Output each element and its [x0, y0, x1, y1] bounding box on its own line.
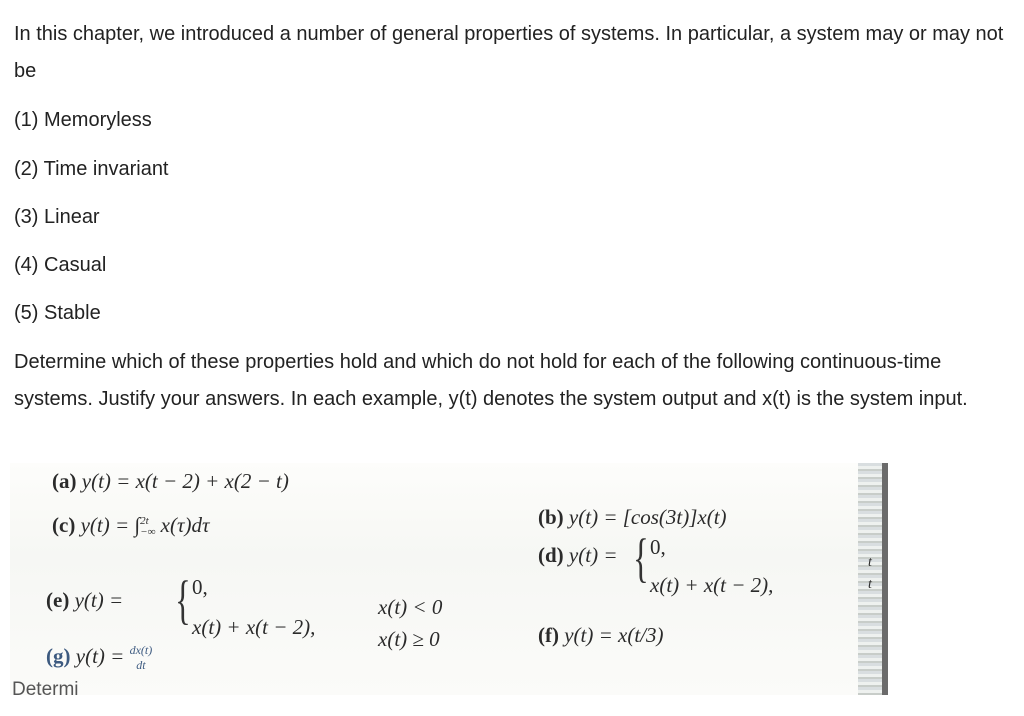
- equation-a: [52, 469, 289, 494]
- equation-label: (b): [538, 505, 564, 529]
- cut-off-text: Determi: [12, 679, 79, 695]
- property-item: (5) Stable: [14, 302, 101, 324]
- equation-expr: y(t) = ∫: [80, 513, 141, 537]
- equation-expr: y(t) = [cos(3t)]x(t): [568, 505, 727, 529]
- equation-label: (c): [52, 513, 76, 537]
- equation-expr: x(τ)dτ: [160, 513, 210, 537]
- equation-expr: y(t) =: [568, 543, 618, 567]
- equation-d-cond1: t: [868, 555, 872, 570]
- instructions-text: Determine which of these properties hold and which do not hold for each of the following continuous-time systems. Justify your answers. In each example, y(t) denotes the system output and x(t) is the system input.: [14, 351, 968, 410]
- scanned-equations-image: [10, 463, 888, 695]
- equation-d-case1: 0,: [650, 535, 666, 559]
- equation-label: (e): [46, 588, 70, 612]
- equation-label: (a): [52, 469, 77, 493]
- equation-f: [538, 623, 664, 648]
- equation-expr: y(t) =: [75, 643, 125, 668]
- equation-label: (f): [538, 623, 559, 647]
- derivative-fraction: [130, 643, 153, 673]
- integral-lower: −∞: [140, 526, 156, 539]
- equation-expr: y(t) =: [74, 588, 124, 612]
- equation-g: [46, 643, 152, 673]
- equation-label: (d): [538, 543, 564, 567]
- fraction-denominator: dt: [136, 658, 146, 672]
- brace-d: {: [633, 528, 649, 588]
- equation-expr: y(t) = x(t − 2) + x(2 − t): [81, 469, 289, 493]
- equation-e: [46, 588, 123, 613]
- equation-d: [538, 543, 617, 568]
- brace-e: {: [175, 570, 191, 630]
- equation-label: (g): [46, 643, 71, 668]
- equation-e-cond1: x(t) < 0: [378, 595, 443, 619]
- scan-edge-shadow: [882, 463, 888, 695]
- equation-e-cond2: x(t) ≥ 0: [378, 627, 440, 651]
- equation-e-case1: 0,: [192, 575, 208, 599]
- property-item: (4) Casual: [14, 254, 107, 276]
- equation-expr: y(t) = x(t/3): [564, 623, 664, 647]
- property-item: (2) Time invariant: [14, 158, 169, 180]
- intro-text: In this chapter, we introduced a number of general properties of systems. In particular, a system may or may not be: [14, 23, 1004, 82]
- fraction-numerator: dx(t): [129, 643, 153, 657]
- property-item: (3) Linear: [14, 206, 100, 228]
- equation-b: [538, 505, 727, 530]
- equation-d-cond2: t: [868, 577, 872, 592]
- equation-e-case2: x(t) + x(t − 2),: [192, 615, 316, 639]
- property-item: (1) Memoryless: [14, 109, 152, 131]
- integral-upper: 2t: [140, 515, 149, 528]
- equation-d-case2: x(t) + x(t − 2),: [650, 573, 774, 597]
- equation-c: [52, 513, 210, 538]
